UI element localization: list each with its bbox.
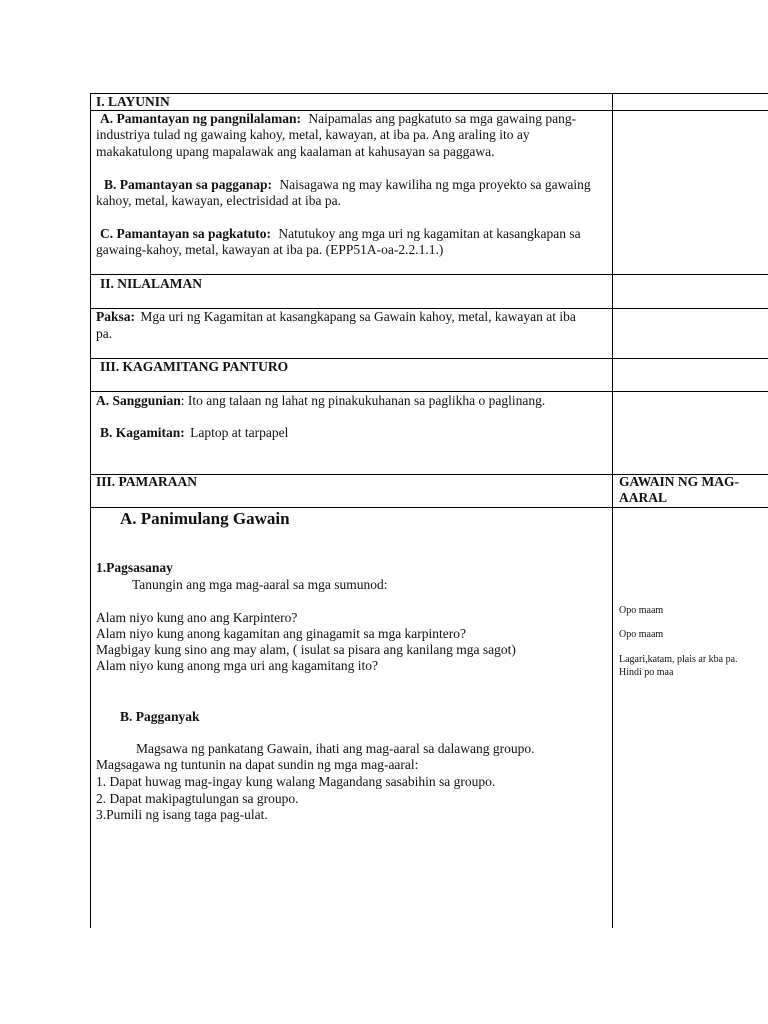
layunin-a-line-1 [100,111,576,128]
pamaraan-heading: III. PAMARAAN [96,474,197,489]
row-divider [90,274,768,275]
pagganyak-line: Magsagawa ng tuntunin na dapat sundin ng mga mag-aaral: [96,757,419,772]
gawain-heading-line-1: GAWAIN NG MAG- [619,474,739,489]
column-divider [612,93,613,928]
kagamitan-label: B. Kagamitan: [100,425,185,440]
layunin-a-line-3: makakatulong upang mapalawak ang kaalaman at kahusayan sa paggawa. [96,144,495,159]
nilalaman-heading: II. NILALAMAN [100,276,203,291]
pagganyak-line: 1. Dapat huwag mag-ingay kung walang Magandang sasabihin sa groupo. [96,774,496,789]
layunin-c-line-2: gawaing-kahoy, metal, kawayan at iba pa. (EPP51A-oa-2.2.1.1.) [96,242,444,257]
answer-item: Hindi po maa [619,667,674,678]
table-border-left [90,93,91,928]
kagamitan-line [100,425,288,442]
sanggunian-line [96,393,545,410]
row-divider [90,391,768,392]
panimulang-gawain-heading: A. Panimulang Gawain [120,509,290,528]
paksa-line-2: pa. [96,326,113,341]
pagsasanay-intro: Tanungin ang mga mag-aaral sa mga sumunod: [132,577,388,592]
layunin-a-label: A. Pamantayan ng pangnilalaman: [100,111,302,126]
question-item: Magbigay kung sino ang may alam, ( isulat sa pisara ang kanilang mga sagot) [96,642,516,657]
kagamitan-heading: III. KAGAMITANG PANTURO [100,359,289,374]
question-item: Alam niyo kung ano ang Karpintero? [96,610,298,625]
layunin-b-line-2: kahoy, metal, kawayan, electrisidad at iba pa. [96,193,342,208]
answer-item: Lagari,katam, plais ar kba pa. [619,654,738,665]
sanggunian-text: : Ito ang talaan ng lahat ng pinakukuhanan sa paglikha o paglinang. [180,393,546,408]
layunin-c-label: C. Pamantayan sa pagkatuto: [100,226,272,241]
paksa-text: Mga uri ng Kagamitan at kasangkapang sa Gawain kahoy, metal, kawayan at iba [140,309,576,324]
pagganyak-line: 3.Pumili ng isang taga pag-ulat. [96,807,268,822]
layunin-c-text: Natutukoy ang mga uri ng kagamitan at kasangkapan sa [278,226,581,241]
sanggunian-label: A. Sanggunian [96,393,181,408]
pagganyak-line: Magsawa ng pankatang Gawain, ihati ang mag-aaral sa dalawang groupo. [136,741,535,756]
pagganyak-label: B. Pagganyak [120,709,200,724]
layunin-b-line-1 [104,177,591,194]
layunin-c-line-1 [100,226,581,243]
layunin-b-text: Naisagawa ng may kawiliha ng mga proyekto sa gawaing [279,177,591,192]
pagsasanay-label: 1.Pagsasanay [96,560,173,575]
pagganyak-line: 2. Dapat makipagtulungan sa groupo. [96,791,299,806]
layunin-b-label: B. Pamantayan sa pagganap: [104,177,273,192]
question-item: Alam niyo kung anong kagamitan ang ginagamit sa mga karpintero? [96,626,467,641]
paksa-line-1 [96,309,576,326]
layunin-a-line-2: industriya tulad ng gawaing kahoy, metal, kawayan, at iba pa. Ang araling ito ay [96,127,530,142]
layunin-heading: I. LAYUNIN [96,94,170,109]
question-item: Alam niyo kung anong mga uri ang kagamitang ito? [96,658,378,673]
answer-item: Opo maam [619,605,664,616]
table-border-top [90,93,768,94]
row-divider [90,507,768,508]
paksa-label: Paksa: [96,309,136,324]
kagamitan-text: Laptop at tarpapel [190,425,289,440]
gawain-heading-line-2: AARAL [619,490,668,505]
layunin-a-text: Naipamalas ang pagkatuto sa mga gawaing pang- [308,111,577,126]
answer-item: Opo maam [619,629,664,640]
